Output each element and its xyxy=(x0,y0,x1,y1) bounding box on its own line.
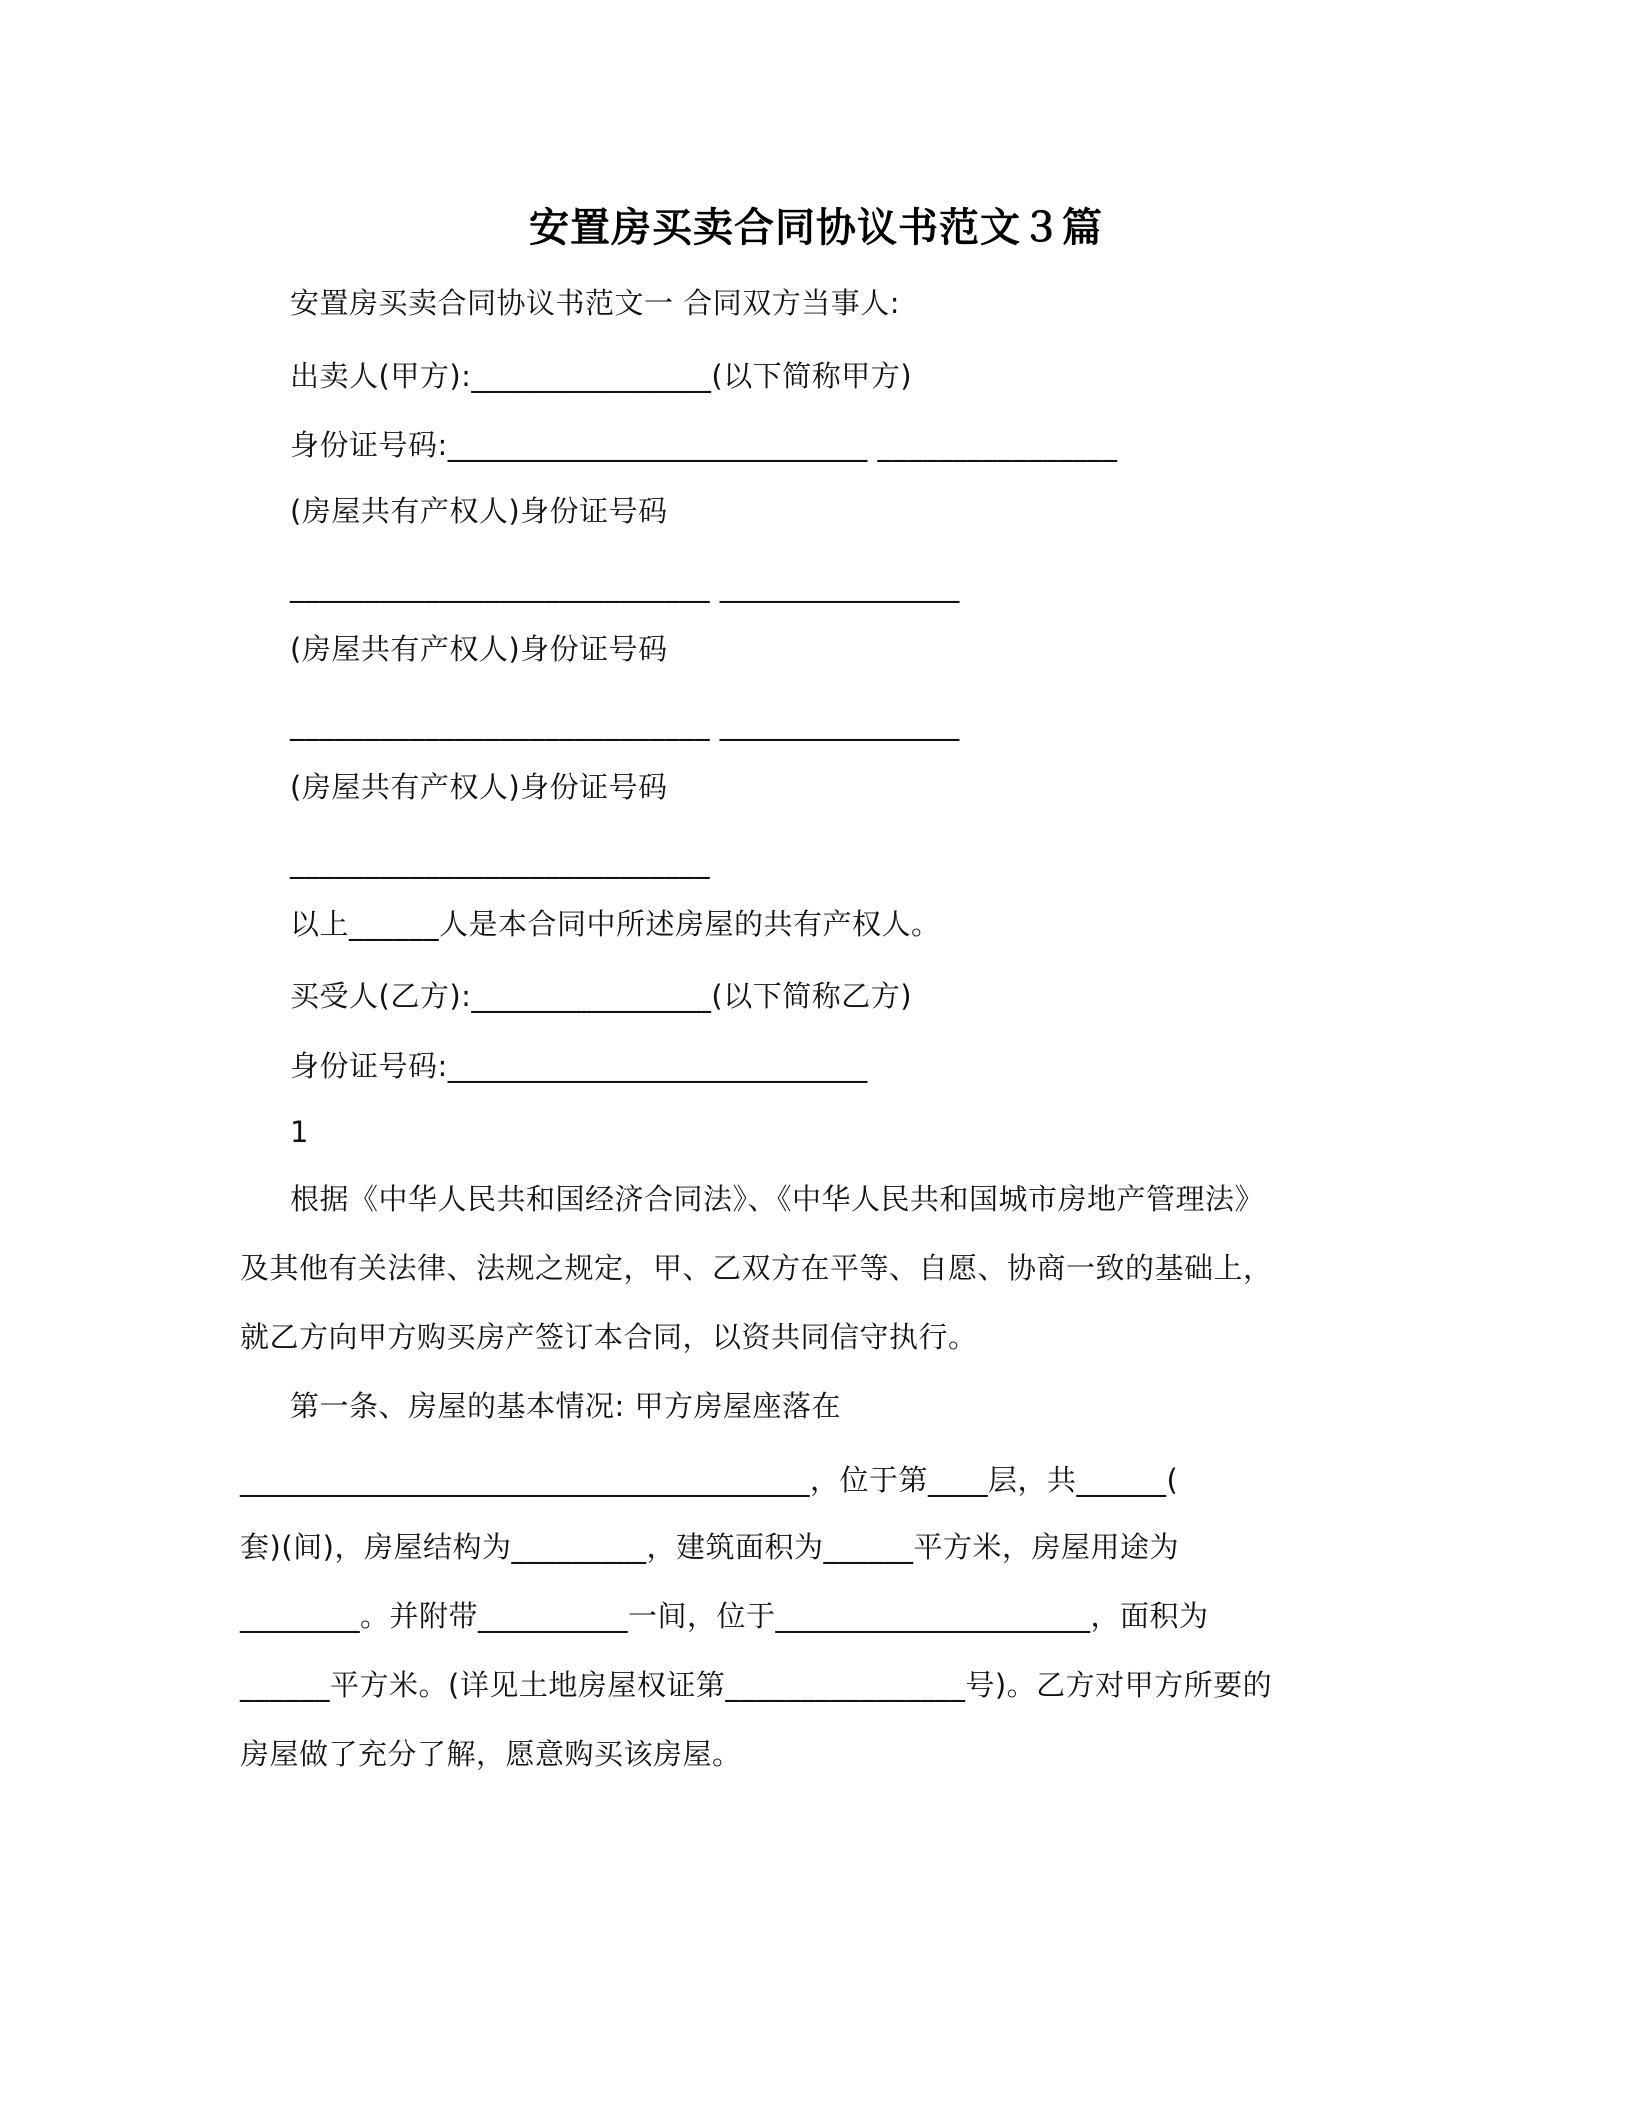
seller-id-line: 身份证号码:____________________________ ________________ xyxy=(290,428,1118,462)
paragraph-line: 套)(间)，房屋结构为_________，建筑面积为______平方米，房屋用途为 xyxy=(240,1530,1179,1564)
buyer-id-line: 身份证号码:____________________________ xyxy=(290,1049,868,1083)
co-owner-id-label: (房屋共有产权人)身份证号码 xyxy=(290,494,668,528)
document-title: 安置房买卖合同协议书范文３篇 xyxy=(529,205,1103,251)
co-owners-count-line: 以上______人是本合同中所述房屋的共有产权人。 xyxy=(290,907,941,941)
article-one-heading: 第一条、房屋的基本情况: 甲方房屋座落在 xyxy=(290,1389,841,1423)
seller-line: 出卖人(甲方):________________(以下简称甲方) xyxy=(290,359,913,393)
paragraph-line: 就乙方向甲方购买房产签订本合同，以资共同信守执行。 xyxy=(240,1320,978,1354)
paragraph-line: ______平方米。(详见土地房屋权证第________________号)。乙方对甲方所要的 xyxy=(240,1668,1273,1702)
co-owner-id-blank: ____________________________ ________________ xyxy=(290,569,960,603)
co-owner-id-label: (房屋共有产权人)身份证号码 xyxy=(290,632,668,666)
paragraph-line: 根据《中华人民共和国经济合同法》、《中华人民共和国城市房地产管理法》 xyxy=(290,1182,1265,1216)
paragraph-line: ______________________________________，位于第____层，共______( xyxy=(240,1463,1179,1497)
paragraph-line: 房屋做了充分了解，愿意购买该房屋。 xyxy=(240,1737,742,1771)
intro-line: 安置房买卖合同协议书范文一 合同双方当事人: xyxy=(290,286,900,320)
co-owner-id-blank: ____________________________ ________________ xyxy=(290,707,960,741)
co-owner-id-label: (房屋共有产权人)身份证号码 xyxy=(290,770,668,804)
page-number: 1 xyxy=(290,1115,309,1149)
co-owner-id-blank: ____________________________ xyxy=(290,845,710,879)
paragraph-line: ________。并附带__________一间，位于_____________________，面积为 xyxy=(240,1599,1209,1633)
paragraph-line: 及其他有关法律、法规之规定，甲、乙双方在平等、自愿、协商一致的基础上， xyxy=(240,1251,1273,1285)
buyer-line: 买受人(乙方):________________(以下简称乙方) xyxy=(290,979,913,1013)
